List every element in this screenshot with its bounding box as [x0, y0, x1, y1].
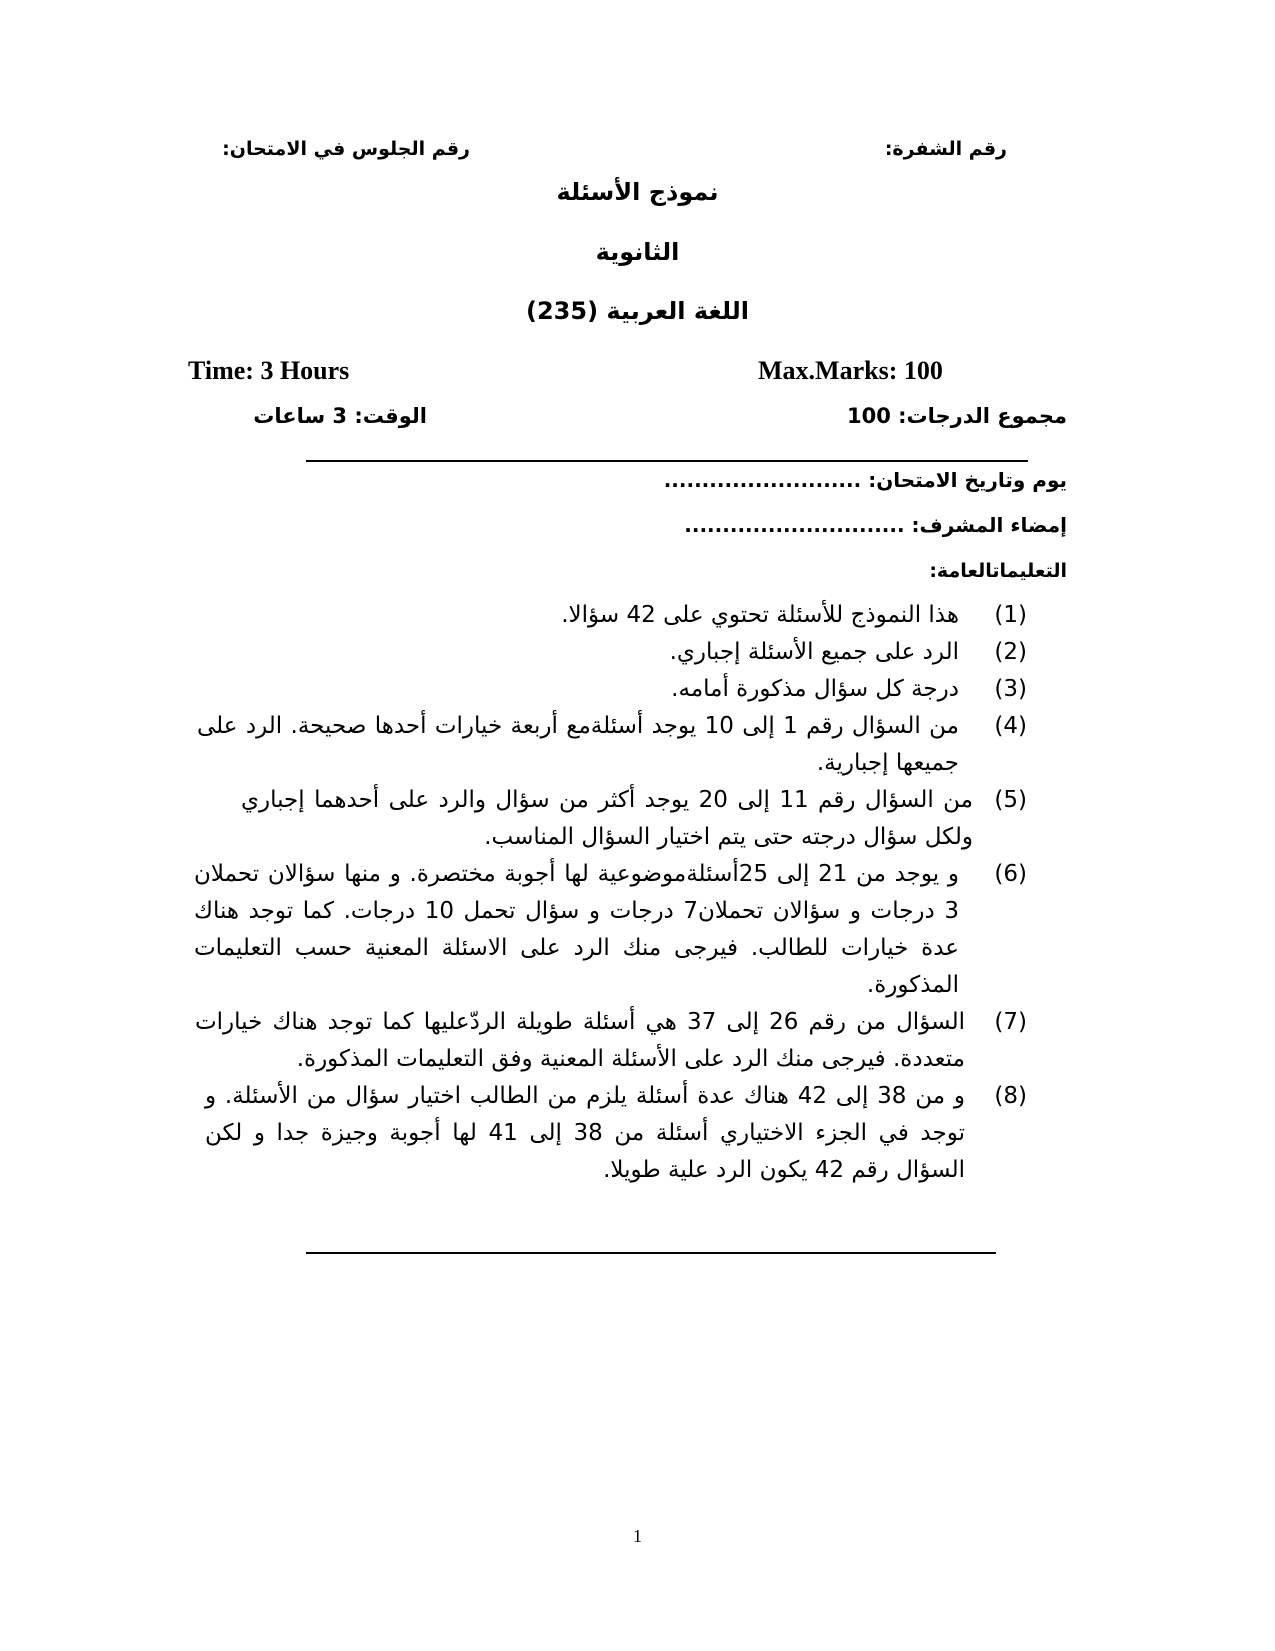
instruction-text: من السؤال رقم 11 إلى 20 يوجد أكثر من سؤال والرد على أحدهما إجباري ولكل سؤال درجته حتى يتم اختيار السؤال المناسب. [241, 787, 973, 850]
instruction-number: (5) [994, 787, 1027, 813]
instruction-item [187, 1004, 1027, 1078]
instruction-number: (8) [994, 1083, 1027, 1109]
cipher-number-label: رقم الشفرة: [884, 138, 1007, 160]
subject-title: اللغة العربية (235) [526, 297, 749, 325]
instruction-number: (3) [994, 676, 1027, 702]
instruction-text: و يوجد من 21 إلى 25أسئلةموضوعية لها أجوبة مختصرة. و منها سؤالان تحملان 3 درجات و سؤالان تحملان7 درجات و سؤال تحمل 10 درجات. كما توجد هناك عدة خيارات للطالب. فيرجى منك الرد على الاسئلة المعنية حسب التعليمات المذكورة. [194, 861, 959, 998]
instruction-number: (6) [994, 861, 1027, 887]
instruction-text: من السؤال رقم 1 إلى 10 يوجد أسئلةمع أربعة خيارات أحدها صحيحة. الرد على جميعها إجبارية. [197, 713, 959, 776]
instruction-item [187, 856, 1027, 1004]
instruction-number: (2) [994, 639, 1027, 665]
instruction-text: السؤال من رقم 26 إلى 37 هي أسئلة طويلة الردّعليها كما توجد هناك خيارات متعددة. فيرجى منك الرد على الأسئلة المعنية وفق التعليمات المذكورة. [195, 1009, 965, 1072]
bottom-divider [306, 1252, 996, 1254]
instruction-text: و من 38 إلى 42 هناك عدة أسئلة يلزم من الطالب اختيار سؤال من الأسئلة. و توجد في الجزء الاختياري أسئلة من 38 إلى 41 لها أجوبة وجيزة جدا و لكن السؤال رقم 42 يكون الرد علية طويلا. [205, 1083, 965, 1183]
time-english: Time: 3 Hours [188, 356, 350, 385]
instruction-item [187, 634, 1027, 671]
instruction-text: درجة كل سؤال مذكورة أمامه. [671, 676, 959, 702]
page-number: 1 [633, 1526, 642, 1546]
seat-number-label: رقم الجلوس في الامتحان: [222, 138, 470, 160]
exam-date-field: يوم وتاريخ الامتحان: .......................... [663, 468, 1067, 492]
instruction-number: (1) [994, 602, 1027, 628]
instruction-item [187, 1078, 1027, 1189]
instruction-number: (4) [994, 713, 1027, 739]
instruction-item [187, 597, 1027, 634]
level-title: الثانوية [595, 238, 680, 266]
top-divider [306, 460, 1028, 462]
instruction-item [187, 671, 1027, 708]
instruction-item [187, 708, 1027, 782]
page-title: نموذج الأسئلة [556, 178, 719, 206]
supervisor-signature-field: إمضاء المشرف: ............................. [684, 513, 1067, 537]
max-marks-english: Max.Marks: 100 [758, 356, 943, 385]
total-marks-arabic: مجموع الدرجات: 100 [846, 404, 1067, 428]
time-arabic: الوقت: 3 ساعات [253, 404, 427, 428]
instruction-text: الرد على جميع الأسئلة إجباري. [669, 639, 959, 665]
instruction-text: هذا النموذج للأسئلة تحتوي على 42 سؤالا. [561, 602, 959, 628]
instruction-item [187, 782, 1027, 856]
instructions-heading: التعليماتالعامة: [929, 560, 1067, 582]
instruction-number: (7) [994, 1009, 1027, 1035]
